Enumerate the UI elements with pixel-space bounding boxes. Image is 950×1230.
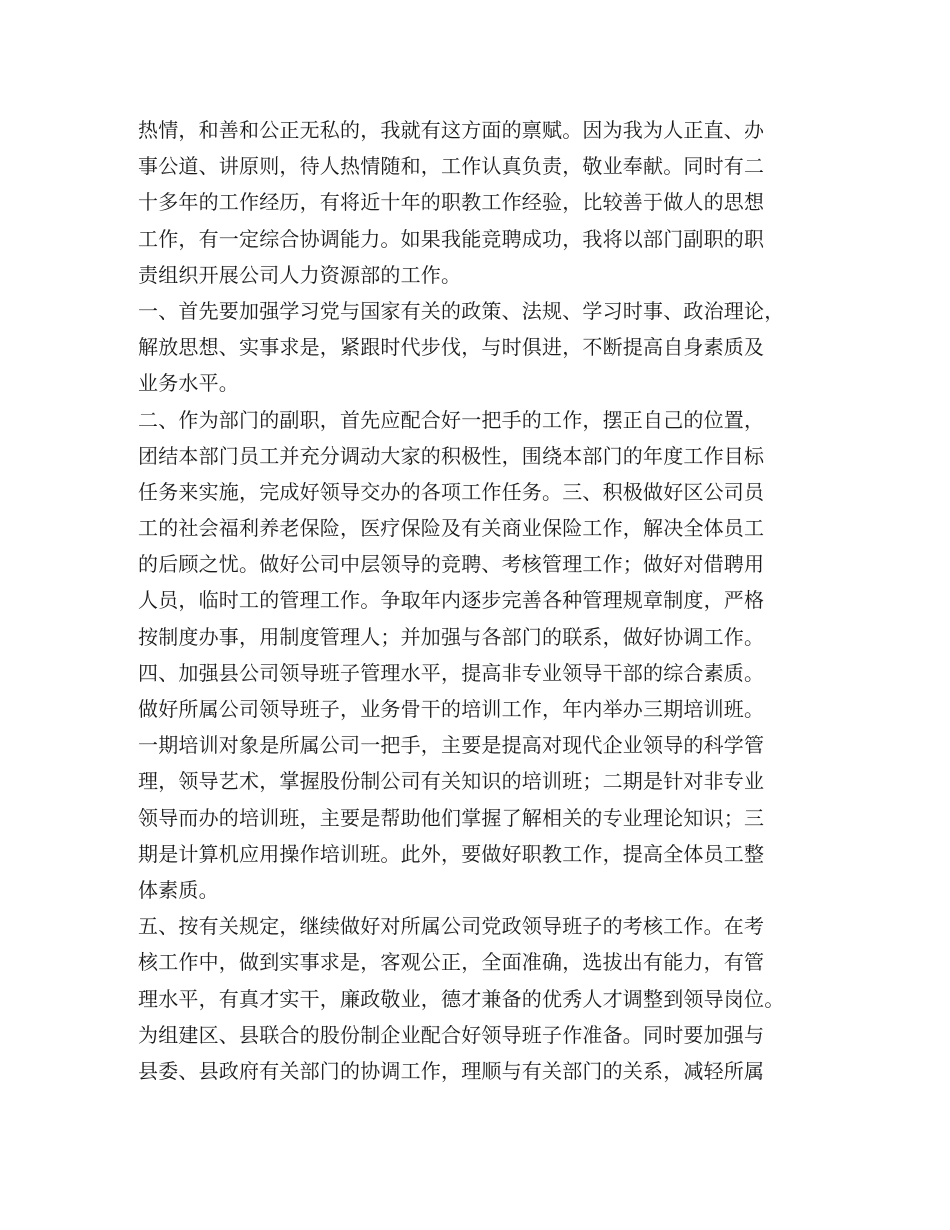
text-line: 核工作中，做到实事求是，客观公正，全面准确，选拔出有能力，有管 xyxy=(138,950,765,975)
text-line: 热情，和善和公正无私的，我就有这方面的禀赋。因为我为人正直、办 xyxy=(138,118,765,142)
document-body xyxy=(138,112,838,1089)
text-line: 四、加强县公司领导班子管理水平，提高非专业领导干部的综合素质。 xyxy=(138,660,765,685)
text-line: 团结本部门员工并充分调动大家的积极性，围绕本部门的年度工作目标 xyxy=(138,443,765,468)
text-line: 二、作为部门的副职，首先应配合好一把手的工作，摆正自己的位置， xyxy=(138,407,765,432)
text-line: 解放思想、实事求是，紧跟时代步伐，与时俱进，不断提高自身素质及 xyxy=(138,335,765,360)
text-line: 一、首先要加强学习党与国家有关的政策、法规、学习时事、政治理论， xyxy=(138,298,785,323)
text-line: 业务水平。 xyxy=(138,371,239,396)
text-line: 任务来实施，完成好领导交办的各项工作任务。三、积极做好区公司员 xyxy=(138,479,765,504)
text-line: 工的社会福利养老保险，医疗保险及有关商业保险工作，解决全体员工 xyxy=(138,516,765,541)
text-line: 为组建区、县联合的股份制企业配合好领导班子作准备。同时要加强与 xyxy=(138,1022,765,1047)
text-line: 理水平，有真才实干，廉政敬业，德才兼备的优秀人才调整到领导岗位。 xyxy=(138,986,785,1011)
text-line: 五、按有关规定，继续做好对所属公司党政领导班子的考核工作。在考 xyxy=(138,914,765,939)
text-line: 人员，临时工的管理工作。争取年内逐步完善各种管理规章制度，严格 xyxy=(138,588,765,613)
text-line: 做好所属公司领导班子，业务骨干的培训工作，年内举办三期培训班。 xyxy=(138,697,765,721)
text-line: 的后顾之忧。做好公司中层领导的竞聘、考核管理工作；做好对借聘用 xyxy=(138,552,765,577)
text-line: 事公道、讲原则，待人热情随和，工作认真负责，敬业奉献。同时有二 xyxy=(138,154,765,179)
text-line: 期是计算机应用操作培训班。此外，要做好职教工作，提高全体员工整 xyxy=(138,841,765,866)
text-line: 十多年的工作经历，有将近十年的职教工作经验，比较善于做人的思想 xyxy=(138,190,765,215)
text-line: 责组织开展公司人力资源部的工作。 xyxy=(138,262,462,287)
text-line: 一期培训对象是所属公司一把手，主要是提高对现代企业领导的科学管 xyxy=(138,733,765,758)
text-line: 理，领导艺术，掌握股份制公司有关知识的培训班；二期是针对非专业 xyxy=(138,769,765,794)
text-line: 县委、县政府有关部门的协调工作，理顺与有关部门的关系，减轻所属 xyxy=(138,1058,765,1083)
text-line: 体素质。 xyxy=(138,877,219,902)
text-line: 按制度办事，用制度管理人；并加强与各部门的联系，做好协调工作。 xyxy=(138,624,765,649)
text-line: 工作，有一定综合协调能力。如果我能竞聘成功，我将以部门副职的职 xyxy=(138,226,765,251)
text-line: 领导而办的培训班，主要是帮助他们掌握了解相关的专业理论知识；三 xyxy=(138,805,765,830)
